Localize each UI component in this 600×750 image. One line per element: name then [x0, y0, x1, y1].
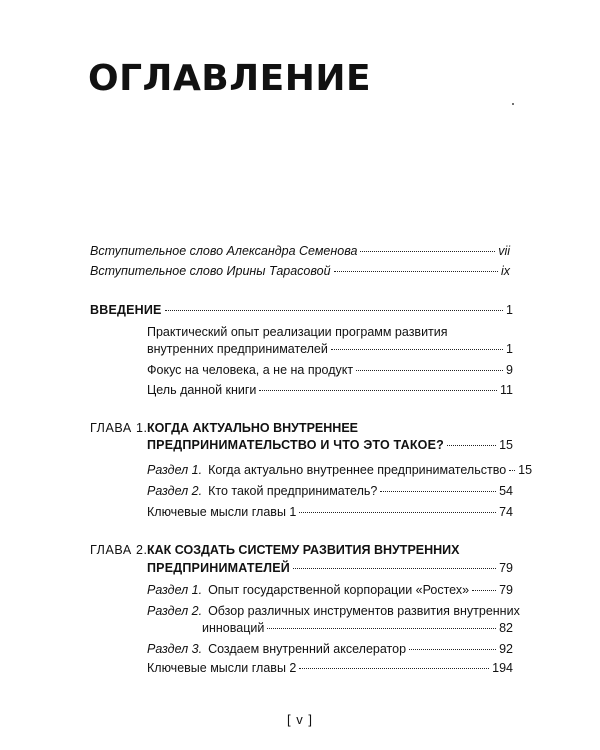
leader-dots	[299, 512, 496, 513]
toc-entry-label: Вступительное слово Александра Семенова	[90, 244, 358, 258]
toc-entry-label: ПРЕДПРИНИМАТЕЛЬСТВО И ЧТО ЭТО ТАКОЕ?	[147, 438, 444, 452]
toc-entry-chapter-1-section-1[interactable]	[147, 463, 533, 478]
toc-entry-intro-item-3[interactable]	[147, 383, 513, 398]
toc-entry-page: 9	[506, 363, 513, 377]
section-tag: Раздел 1.	[147, 463, 203, 477]
toc-entry-page: 92	[499, 642, 513, 656]
leader-dots	[331, 349, 503, 350]
toc-entry-label: Когда актуально внутреннее предпринимательство	[208, 463, 507, 477]
toc-entry-label: внутренних предпринимателей	[147, 342, 328, 356]
page-number-footer: [ v ]	[287, 712, 313, 727]
leader-dots	[299, 668, 489, 669]
print-speck	[512, 103, 514, 105]
toc-entry-page: 194	[492, 661, 513, 675]
toc-entry-chapter-1-key[interactable]	[147, 505, 513, 520]
toc-entry-page: 82	[499, 621, 513, 635]
toc-entry-label: Кто такой предприниматель?	[208, 484, 378, 498]
toc-entry-intro-item-1-line1: Практический опыт реализации программ развития	[147, 325, 448, 339]
toc-entry-label: Ключевые мысли главы 2	[147, 661, 297, 675]
toc-entry-label: инноваций	[202, 621, 265, 635]
chapter-2-number: ГЛАВА 2.	[90, 543, 148, 557]
toc-entry-chapter-1-section-2[interactable]	[147, 484, 513, 499]
leader-dots	[356, 370, 503, 371]
toc-entry-label: Цель данной книги	[147, 383, 257, 397]
toc-entry-page: 15	[518, 463, 533, 477]
toc-entry-foreword-2[interactable]	[90, 264, 510, 279]
leader-dots	[259, 390, 497, 391]
toc-entry-chapter-2-section-2-line1	[147, 604, 520, 619]
toc-entry-intro[interactable]	[90, 303, 513, 318]
toc-entry-page: 79	[499, 561, 513, 575]
toc-entry-label-line1: Обзор различных инструментов развития внутренних	[208, 604, 520, 618]
toc-entry-label: Вступительное слово Ирины Тарасовой	[90, 264, 331, 278]
leader-dots	[509, 470, 515, 471]
toc-entry-label: Опыт государственной корпорации «Ростех»	[208, 583, 470, 597]
page-title: ОГЛАВЛЕНИЕ	[88, 58, 372, 99]
toc-entry-chapter-1[interactable]	[147, 438, 513, 453]
toc-entry-chapter-2-section-3[interactable]	[147, 642, 513, 657]
toc-entry-page: 15	[499, 438, 513, 452]
leader-dots	[267, 628, 496, 629]
toc-entry-page: 1	[506, 342, 513, 356]
chapter-2-title-line1: КАК СОЗДАТЬ СИСТЕМУ РАЗВИТИЯ ВНУТРЕННИХ	[147, 543, 460, 557]
leader-dots	[472, 590, 496, 591]
toc-entry-label: ВВЕДЕНИЕ	[90, 303, 162, 317]
toc-entry-chapter-2[interactable]	[147, 561, 513, 576]
toc-entry-chapter-2-key[interactable]	[147, 661, 513, 676]
toc-entry-label: Ключевые мысли главы 1	[147, 505, 297, 519]
section-tag: Раздел 2.	[147, 604, 203, 618]
toc-entry-page: 11	[500, 383, 513, 397]
toc-entry-intro-item-2[interactable]	[147, 363, 513, 378]
leader-dots	[447, 445, 496, 446]
toc-entry-label: ПРЕДПРИНИМАТЕЛЕЙ	[147, 561, 290, 575]
toc-entry-intro-item-1[interactable]	[147, 342, 513, 357]
toc-entry-chapter-2-section-1[interactable]	[147, 583, 513, 598]
leader-dots	[409, 649, 496, 650]
toc-entry-label: Создаем внутренний акселератор	[208, 642, 407, 656]
toc-entry-page: 79	[499, 583, 513, 597]
toc-entry-label: Фокус на человека, а не на продукт	[147, 363, 354, 377]
leader-dots	[334, 271, 498, 272]
toc-entry-page: 74	[499, 505, 513, 519]
toc-entry-foreword-1[interactable]	[90, 244, 510, 259]
chapter-1-number: ГЛАВА 1.	[90, 421, 148, 435]
toc-entry-page: 54	[499, 484, 513, 498]
toc-entry-chapter-2-section-2[interactable]	[202, 621, 513, 636]
section-tag: Раздел 1.	[147, 583, 203, 597]
section-tag: Раздел 2.	[147, 484, 203, 498]
toc-entry-page: ix	[500, 264, 510, 278]
leader-dots	[293, 568, 496, 569]
chapter-1-title-line1: КОГДА АКТУАЛЬНО ВНУТРЕННЕЕ	[147, 421, 358, 435]
leader-dots	[360, 251, 495, 252]
leader-dots	[165, 310, 503, 311]
toc-entry-page: 1	[506, 303, 513, 317]
leader-dots	[380, 491, 496, 492]
toc-entry-page: vii	[498, 244, 510, 258]
section-tag: Раздел 3.	[147, 642, 203, 656]
